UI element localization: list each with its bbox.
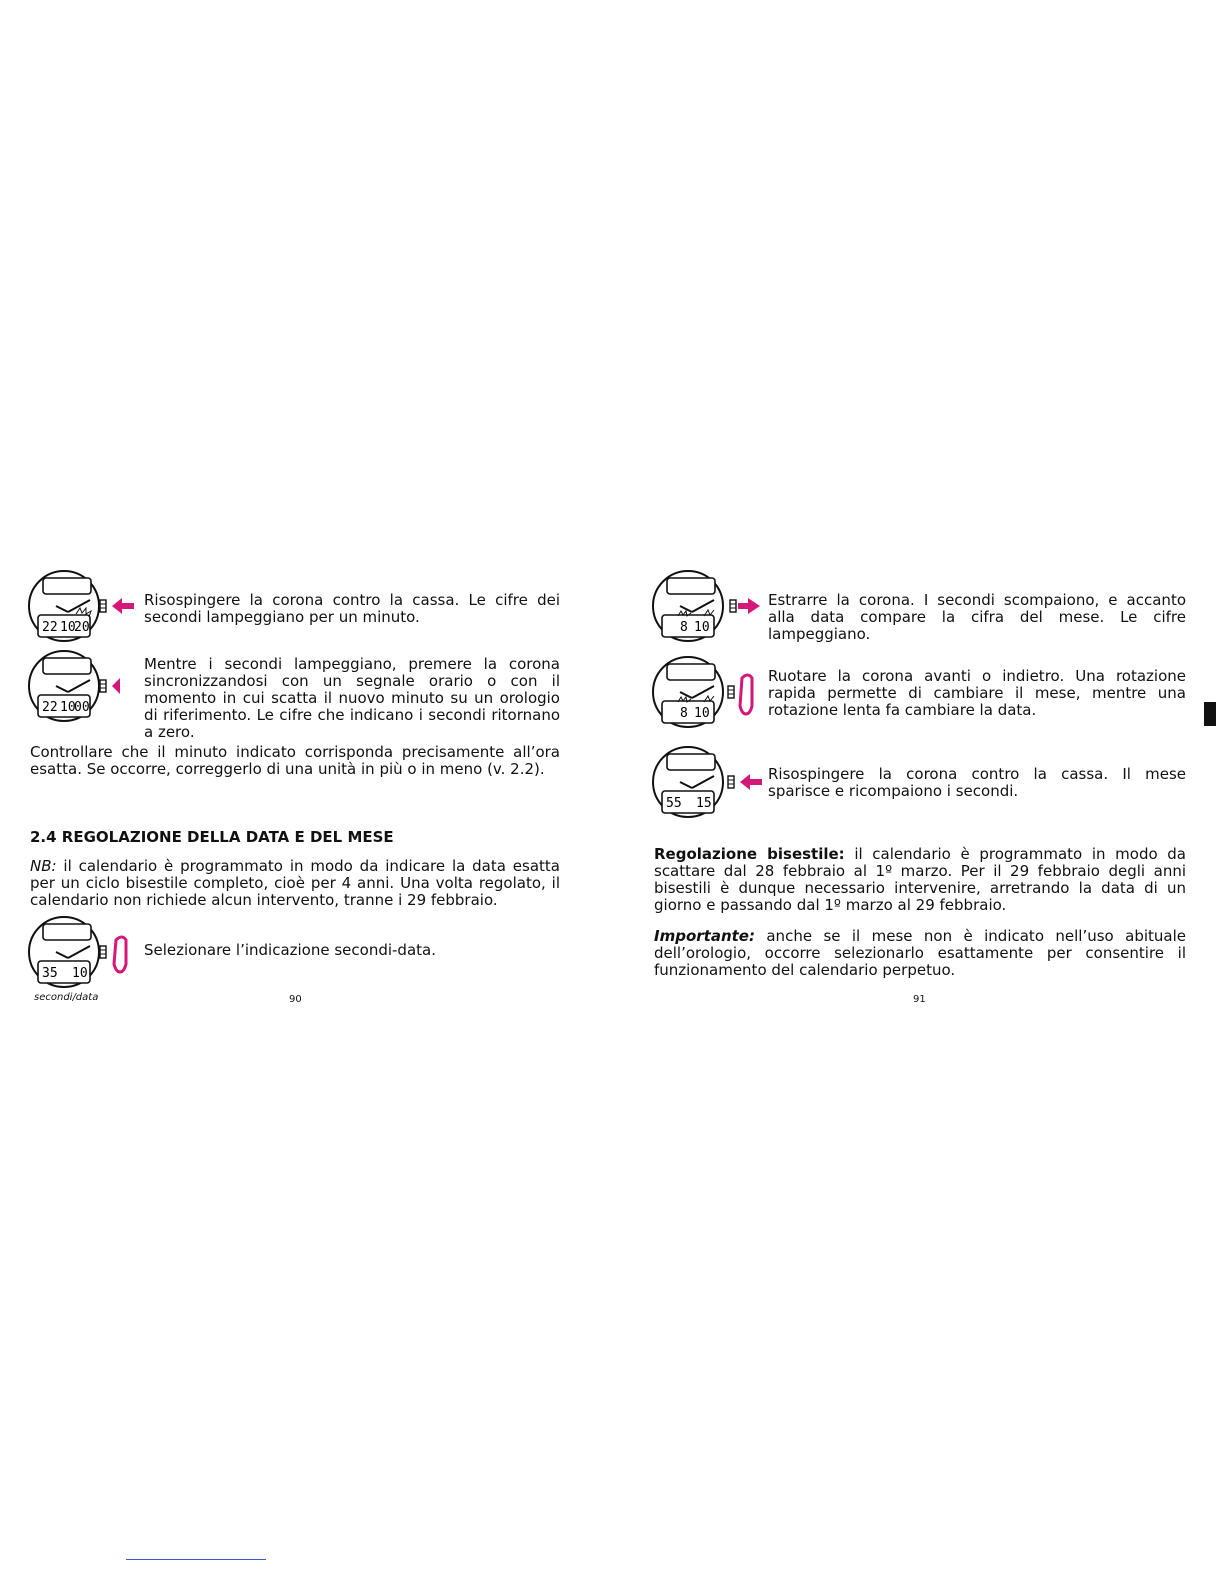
control-paragraph: Controllare che il minuto indicato corrisponda precisamente all’ora esatta. Se occorre, correggerlo di una unità in più o in meno (v. 2.2). — [30, 743, 560, 778]
watch-diagram-icon — [652, 656, 764, 732]
important-text: anche se il mese non è indicato nell’uso abituale dell’orologio, occorre selezionarlo esattamente per consentire il funzionamento del calendario perpetuo. — [654, 927, 1186, 979]
watch-display-hour: 22 — [42, 620, 58, 635]
watch-display-minute: 10 — [60, 700, 76, 715]
footer-label: secondi/data — [34, 992, 99, 1003]
leap-year-text: il calendario è programmato in modo da scattare dal 28 febbraio al 1º marzo. Per il 29 febbraio degli anni bisestili è dunque necessario intervenire, arretrando la data di un giorno e passando dal 1º marzo al 29 febbraio. — [654, 845, 1186, 914]
watch-diagram-icon — [652, 746, 764, 822]
right-step-3-text: Risospingere la corona contro la cassa. Il mese sparisce e ricompaiono i secondi. — [768, 765, 1186, 800]
link-underline — [126, 1559, 266, 1560]
right-step-2 — [652, 656, 1188, 732]
watch-diagram-icon — [652, 570, 764, 646]
left-step-3-text: Selezionare l’indicazione secondi-data. — [144, 941, 436, 959]
left-step-2-text: Mentre i secondi lampeggiano, premere la corona sincronizzandosi con un segnale orario o con il momento in cui scatta il nuovo minuto su un orologio di riferimento. Le cifre che indicano i secondi ritornano a zero. — [144, 655, 560, 741]
right-step-3 — [652, 746, 1188, 822]
important-paragraph — [654, 928, 1186, 979]
right-step-1-text: Estrarre la corona. I secondi scompaiono, e accanto alla data compare la cifra del mese. Le cifre lampeggiano. — [768, 591, 1186, 643]
right-step-2-text: Ruotare la corona avanti o indietro. Una rotazione rapida permette di cambiare il mese, mentre una rotazione lenta fa cambiare la data. — [768, 667, 1186, 719]
watch-display-date: 10 — [694, 706, 710, 721]
nb-paragraph — [30, 858, 560, 909]
watch-display-hour: 22 — [42, 700, 58, 715]
watch-display-month: 8 — [680, 706, 688, 721]
section-heading: 2.4 REGOLAZIONE DELLA DATA E DEL MESE — [30, 828, 394, 846]
watch-display-second: 20 — [74, 620, 90, 635]
watch-display-second: 35 — [42, 966, 58, 981]
important-label: Importante: — [654, 927, 755, 945]
watch-display-second: 55 — [666, 796, 682, 811]
watch-display-date: 10 — [72, 966, 88, 981]
right-step-1 — [652, 570, 1188, 646]
leap-year-label: Regolazione bisestile: — [654, 845, 845, 863]
watch-display-minute: 10 — [60, 620, 76, 635]
watch-diagram-icon — [28, 570, 140, 646]
watch-diagram-icon — [28, 650, 140, 726]
nb-label: NB: — [30, 857, 57, 875]
watch-diagram-icon — [28, 916, 140, 992]
leap-year-paragraph — [654, 846, 1186, 914]
left-step-1-text: Risospingere la corona contro la cassa. Le cifre dei secondi lampeggiano per un minuto. — [144, 591, 560, 626]
page-number-right: 91 — [913, 994, 926, 1005]
page-number-left: 90 — [289, 994, 302, 1005]
nb-text: il calendario è programmato in modo da indicare la data esatta per un ciclo bisestile completo, cioè per 4 anni. Una volta regolato, il calendario non richiede alcun intervento, tranne i 29 febbraio. — [30, 857, 560, 909]
left-step-2 — [28, 650, 562, 741]
watch-display-month: 8 — [680, 620, 688, 635]
watch-display-date: 10 — [694, 620, 710, 635]
left-step-1 — [28, 570, 562, 646]
left-step-3 — [28, 916, 562, 992]
section-tab-marker — [1204, 702, 1216, 726]
watch-display-date: 15 — [696, 796, 712, 811]
watch-display-second: 00 — [74, 700, 90, 715]
